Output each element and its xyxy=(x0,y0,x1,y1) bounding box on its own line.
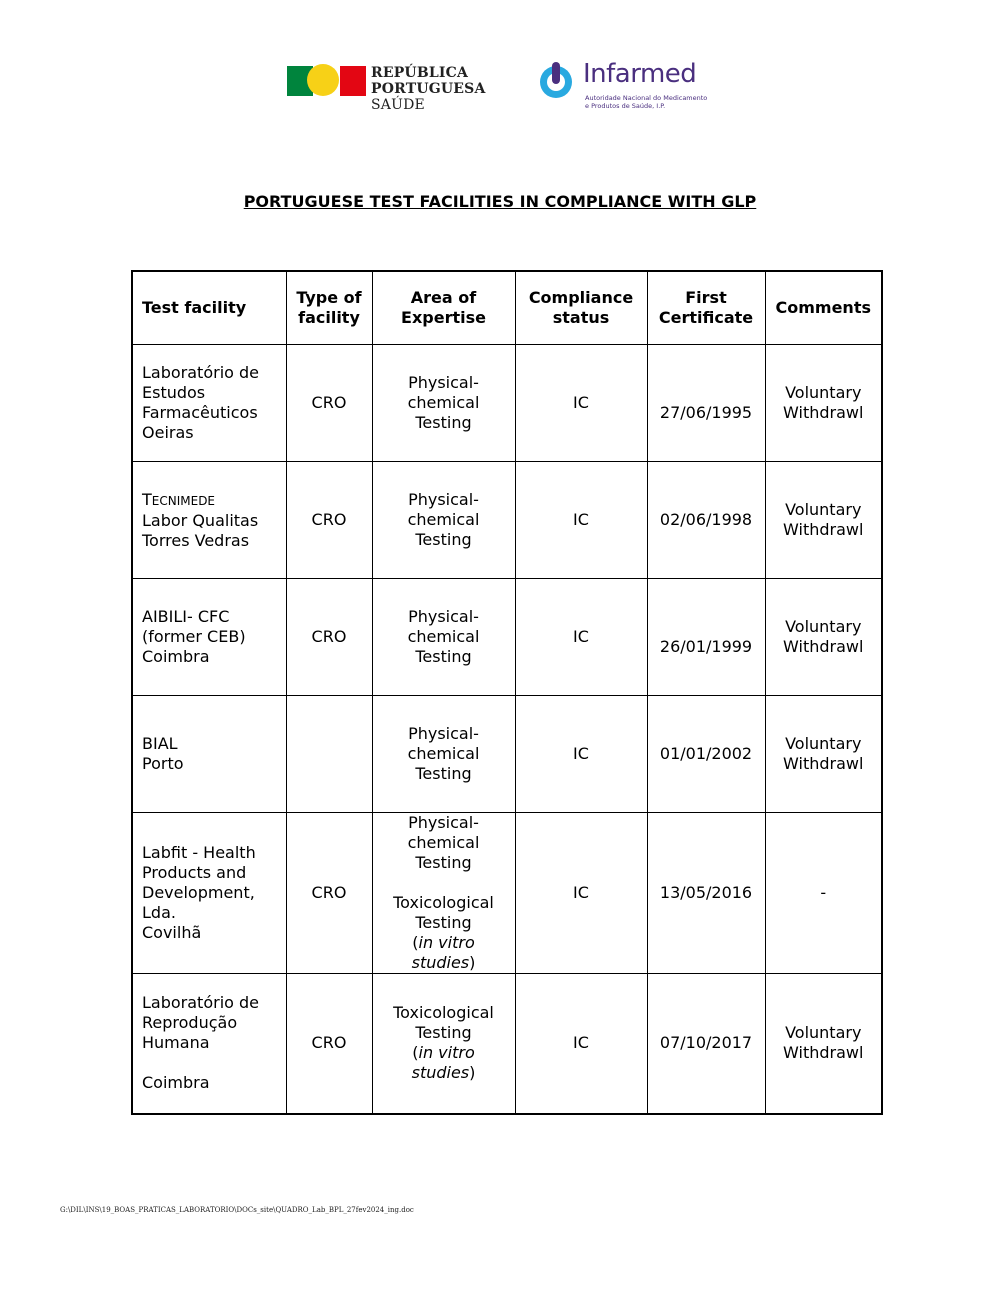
cell-type: CRO xyxy=(286,345,372,462)
republica-portuguesa-logo xyxy=(287,64,487,114)
area-line: Testing xyxy=(415,647,472,666)
header-area-line-1: Area of xyxy=(410,288,477,307)
cell-status: IC xyxy=(515,579,647,696)
infarmed-subtitle xyxy=(585,94,715,110)
file-path-footer: G:\DIL\INS\19_BOAS_PRATICAS_LABORATORIO\DOCs_site\QUADRO_Lab_BPL_27fev2024_ing.doc xyxy=(60,1206,414,1214)
header-first-line-2: Certificate xyxy=(658,308,754,327)
header-compliance-status xyxy=(515,271,647,345)
facilities-table xyxy=(131,270,883,1115)
facility-line: (former CEB) xyxy=(142,627,246,646)
area-line: chemical xyxy=(407,744,480,763)
area-line xyxy=(379,953,509,973)
facility-line: Covilhã xyxy=(142,923,202,942)
facility-line: Lda. xyxy=(142,903,176,922)
infarmed-sub-line-1: Autoridade Nacional do Medicamento xyxy=(585,94,708,102)
cell-test-facility xyxy=(132,813,286,974)
area-line xyxy=(379,1043,509,1063)
facility-line: Labfit - Health xyxy=(142,843,256,862)
cell-status: IC xyxy=(515,696,647,813)
table-row xyxy=(132,696,882,813)
area-line: chemical xyxy=(407,833,480,852)
area-spacer xyxy=(379,873,509,893)
area-line: chemical xyxy=(407,510,480,529)
facility-line: Development, xyxy=(142,883,255,902)
cell-type: CRO xyxy=(286,579,372,696)
cell-type xyxy=(286,696,372,813)
area-line: Physical- xyxy=(408,373,479,392)
cell-first-certificate: 13/05/2016 xyxy=(647,813,765,974)
cell-type: CRO xyxy=(286,813,372,974)
header-status-line-1: Compliance xyxy=(528,288,634,307)
header-logos xyxy=(0,56,1000,116)
area-line: Testing xyxy=(415,913,472,932)
comments-line: Voluntary xyxy=(785,617,862,636)
cell-first-certificate: 01/01/2002 xyxy=(647,696,765,813)
table-row xyxy=(132,462,882,579)
comments-line: Voluntary xyxy=(785,500,862,519)
area-line: Testing xyxy=(415,413,472,432)
facility-line: Products and xyxy=(142,863,247,882)
cell-area xyxy=(372,696,515,813)
cell-type: CRO xyxy=(286,462,372,579)
facility-line: Labor Qualitas xyxy=(142,510,259,530)
infarmed-logo xyxy=(538,56,708,116)
cell-area xyxy=(372,579,515,696)
infarmed-mark-icon xyxy=(538,60,578,100)
area-line: chemical xyxy=(407,627,480,646)
table-row xyxy=(132,974,882,1114)
area-line: chemical xyxy=(407,393,480,412)
infarmed-sub-line-2: e Produtos de Saúde, I.P. xyxy=(585,102,666,110)
cell-comments xyxy=(765,462,882,579)
facility-spacer xyxy=(142,1053,280,1073)
comments-line: Withdrawl xyxy=(783,1043,864,1063)
facility-line-tecnimede xyxy=(142,490,280,511)
area-line: Testing xyxy=(415,530,472,549)
cell-comments xyxy=(765,345,882,462)
area-line: Toxicological xyxy=(393,1003,494,1023)
comments-line: Withdrawl xyxy=(783,520,864,539)
small-caps-initial: T xyxy=(142,489,152,509)
cell-area xyxy=(372,345,515,462)
header-area-line-2: Expertise xyxy=(401,308,486,327)
facility-line: Laboratório de xyxy=(142,363,260,382)
cell-test-facility xyxy=(132,462,286,579)
cell-comments xyxy=(765,696,882,813)
studies-text: studies xyxy=(411,953,470,972)
cell-test-facility xyxy=(132,345,286,462)
yellow-circle-icon xyxy=(307,64,339,96)
comments-line: Voluntary xyxy=(785,383,862,402)
facility-line: Reprodução xyxy=(142,1013,238,1033)
document-title: PORTUGUESE TEST FACILITIES IN COMPLIANCE WITH GLP xyxy=(243,192,757,211)
cell-type: CRO xyxy=(286,974,372,1114)
header-status-line-2: status xyxy=(552,308,610,327)
republica-logo-text xyxy=(371,65,486,113)
table-row xyxy=(132,813,882,974)
facility-line: Coimbra xyxy=(142,647,210,666)
area-line: Testing xyxy=(415,764,472,783)
area-line xyxy=(379,933,509,953)
facility-line: Coimbra xyxy=(142,1073,210,1093)
table-header-row xyxy=(132,271,882,345)
area-line: Toxicological xyxy=(393,893,494,912)
header-type-of-facility xyxy=(286,271,372,345)
cell-test-facility xyxy=(132,579,286,696)
facility-line: AIBILI- CFC xyxy=(142,607,230,626)
facility-line: Laboratório de xyxy=(142,993,260,1013)
header-test-facility: Test facility xyxy=(132,271,286,345)
header-comments: Comments xyxy=(765,271,882,345)
paren-close: ) xyxy=(469,953,476,972)
facility-line: Estudos xyxy=(142,383,206,402)
area-line: Testing xyxy=(415,1023,472,1043)
comments-line: Voluntary xyxy=(785,734,862,753)
facility-line: Porto xyxy=(142,754,184,773)
cell-area xyxy=(372,813,515,974)
table-row xyxy=(132,345,882,462)
cell-test-facility xyxy=(132,974,286,1114)
comments-line: Withdrawl xyxy=(783,403,864,422)
area-line: Physical- xyxy=(408,607,479,626)
table-row xyxy=(132,579,882,696)
facility-line: Farmacêuticos xyxy=(142,403,258,422)
comments-line: Voluntary xyxy=(785,1023,862,1043)
in-vitro-text: in vitro xyxy=(418,1043,475,1063)
header-type-line-2: facility xyxy=(298,308,360,327)
cell-comments xyxy=(765,974,882,1114)
cell-first-certificate: 07/10/2017 xyxy=(647,974,765,1114)
small-caps-rest: ECNIMEDE xyxy=(151,493,216,508)
comments-line: Withdrawl xyxy=(783,754,864,773)
cell-first-certificate xyxy=(647,345,765,462)
paren-open: ( xyxy=(412,1043,419,1063)
paren-open: ( xyxy=(412,933,419,952)
logo-line-1: REPÚBLICA xyxy=(371,65,469,81)
facility-line: Oeiras xyxy=(142,423,194,442)
cell-comments: - xyxy=(765,813,882,974)
red-square-icon xyxy=(340,66,366,96)
cell-test-facility xyxy=(132,696,286,813)
cell-area xyxy=(372,462,515,579)
header-first-line-1: First xyxy=(685,288,727,307)
header-area-of-expertise xyxy=(372,271,515,345)
cell-status: IC xyxy=(515,974,647,1114)
cell-status: IC xyxy=(515,462,647,579)
studies-text: studies xyxy=(411,1063,470,1083)
area-line: Testing xyxy=(415,853,472,872)
in-vitro-text: in vitro xyxy=(418,933,475,952)
cell-comments xyxy=(765,579,882,696)
first-certificate-date: 26/01/1999 xyxy=(659,637,753,656)
cell-status: IC xyxy=(515,345,647,462)
header-first-certificate xyxy=(647,271,765,345)
area-line: Physical- xyxy=(408,724,479,743)
cell-first-certificate xyxy=(647,579,765,696)
area-line xyxy=(379,1063,509,1083)
first-certificate-date: 27/06/1995 xyxy=(659,403,753,422)
facility-line: Torres Vedras xyxy=(142,530,250,550)
facility-line: BIAL xyxy=(142,734,178,753)
infarmed-name: Infarmed xyxy=(583,59,697,89)
cell-status: IC xyxy=(515,813,647,974)
paren-close: ) xyxy=(469,1063,476,1083)
area-line: Physical- xyxy=(408,490,479,509)
header-type-line-1: Type of xyxy=(296,288,362,307)
logo-line-2: PORTUGUESA xyxy=(371,81,486,97)
cell-first-certificate: 02/06/1998 xyxy=(647,462,765,579)
area-line: Physical- xyxy=(408,813,479,832)
comments-line: Withdrawl xyxy=(783,637,864,656)
cell-area xyxy=(372,974,515,1114)
logo-line-3: SAÚDE xyxy=(371,97,425,113)
facility-line: Humana xyxy=(142,1033,210,1053)
